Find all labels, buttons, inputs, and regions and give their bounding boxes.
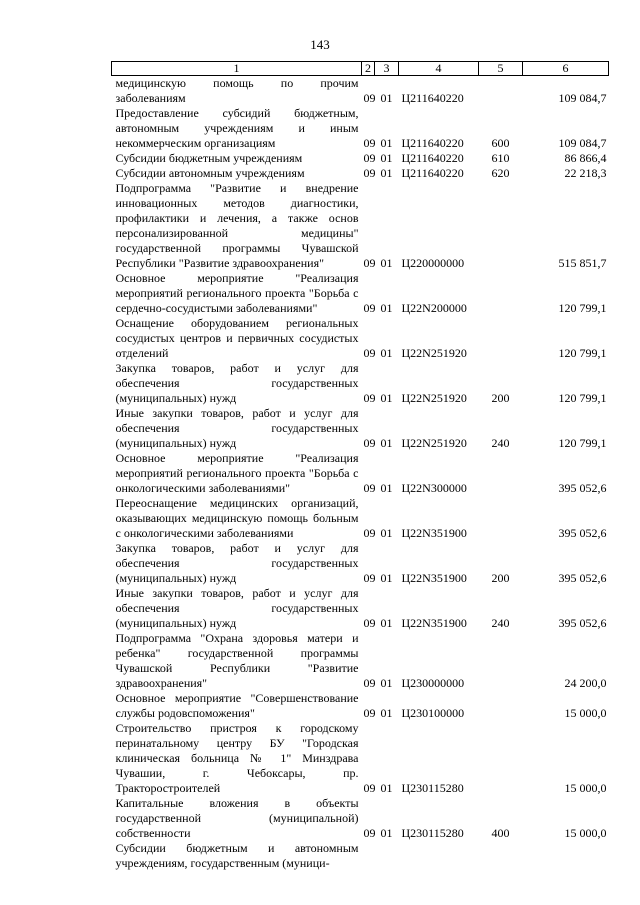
- row-expense-type-cell: 200: [491, 391, 510, 405]
- row-name-cell: Подпрограмма "Охрана здоровья матери и ребенка" государственной программы Чувашской Республики "Развитие здравоохранения": [115, 631, 359, 690]
- row-target-article-cell: Ц22N200000: [401, 301, 467, 315]
- row-section-cell: 09: [363, 256, 376, 270]
- table-row: [112, 181, 609, 271]
- row-name-cell: Основное мероприятие "Совершенствование службы родовспоможения": [115, 691, 359, 720]
- row-target-article-cell: Ц22N300000: [401, 481, 467, 495]
- row-amount-cell: 515 851,7: [558, 256, 607, 270]
- column-header: 5: [479, 62, 523, 76]
- row-name-cell: Подпрограмма "Развитие и внедрение инновационных методов диагностики, профилактики и лечения, а также основ персонализированной медицины" государственной программы Чувашской Республики "Развитие здравоохранения": [115, 181, 359, 270]
- table-row: [112, 541, 609, 586]
- table-row: [112, 451, 609, 496]
- row-expense-type-cell: 240: [491, 616, 510, 630]
- row-target-article-cell: Ц230000000: [401, 676, 465, 690]
- row-section-cell: 09: [363, 301, 376, 315]
- row-target-article-cell: Ц22N351900: [401, 616, 467, 630]
- table-row: [112, 151, 609, 166]
- budget-table: [111, 61, 609, 871]
- table-row: [112, 76, 609, 107]
- row-subsection-cell: 01: [380, 91, 393, 105]
- table-row: [112, 361, 609, 406]
- row-target-article-cell: Ц22N251920: [401, 346, 467, 360]
- row-subsection-cell: 01: [380, 526, 393, 540]
- row-name-cell: Иные закупки товаров, работ и услуг для обеспечения государственных (муниципальных) нужд: [115, 406, 359, 450]
- row-subsection-cell: 01: [380, 481, 393, 495]
- row-amount-cell: 120 799,1: [558, 436, 607, 450]
- row-target-article-cell: Ц230115280: [401, 781, 464, 795]
- row-section-cell: 09: [363, 826, 376, 840]
- row-section-cell: 09: [363, 391, 376, 405]
- row-expense-type-cell: [479, 76, 523, 107]
- table-row: [112, 496, 609, 541]
- row-amount-cell: 15 000,0: [564, 826, 607, 840]
- row-amount-cell: 15 000,0: [564, 781, 607, 795]
- row-subsection-cell: 01: [380, 391, 393, 405]
- row-subsection-cell: 01: [380, 136, 393, 150]
- row-name-cell: Субсидии бюджетным учреждениям: [115, 151, 303, 165]
- row-section-cell: 09: [363, 136, 376, 150]
- row-target-article-cell: Ц22N251920: [401, 391, 467, 405]
- row-target-article-cell: Ц22N251920: [401, 436, 467, 450]
- row-name-cell: Закупка товаров, работ и услуг для обеспечения государственных (муниципальных) нужд: [115, 541, 359, 585]
- row-section-cell: 09: [363, 346, 376, 360]
- row-subsection-cell: 01: [380, 166, 393, 180]
- table-header-row: [112, 62, 609, 76]
- table-body: [112, 76, 609, 872]
- row-expense-type-cell: [479, 691, 523, 721]
- row-name-cell: Капитальные вложения в объекты государственной (муниципальной) собственности: [115, 796, 359, 840]
- row-section-cell: 09: [363, 781, 376, 795]
- row-amount-cell: 120 799,1: [558, 391, 607, 405]
- row-target-article-cell: Ц211640220: [401, 136, 464, 150]
- row-amount-cell: [523, 841, 609, 871]
- row-expense-type-cell: [479, 721, 523, 796]
- table-row: [112, 271, 609, 316]
- row-name-cell: Основное мероприятие "Реализация мероприятий регионального проекта "Борьба с сердечно-сосудистыми заболеваниями": [115, 271, 359, 315]
- row-subsection-cell: 01: [380, 676, 393, 690]
- table-row: [112, 166, 609, 181]
- row-name-cell: Иные закупки товаров, работ и услуг для обеспечения государственных (муниципальных) нужд: [115, 586, 359, 630]
- row-target-article-cell: Ц230115280: [401, 826, 464, 840]
- row-section-cell: 09: [363, 481, 376, 495]
- row-name-cell: Предоставление субсидий бюджетным, автономным учреждениям и иным некоммерческим организациям: [115, 106, 359, 150]
- row-section-cell: 09: [363, 91, 376, 105]
- column-header: 3: [375, 62, 399, 76]
- row-amount-cell: 15 000,0: [564, 706, 607, 720]
- row-expense-type-cell: [479, 181, 523, 271]
- column-header: 1: [112, 62, 362, 76]
- page-number: 143: [310, 37, 330, 52]
- row-target-article-cell: Ц22N351900: [401, 571, 467, 585]
- row-expense-type-cell: [479, 316, 523, 361]
- row-amount-cell: 120 799,1: [558, 346, 607, 360]
- row-subsection-cell: 01: [380, 616, 393, 630]
- row-expense-type-cell: 610: [491, 151, 510, 165]
- column-header: 4: [399, 62, 479, 76]
- row-section-cell: 09: [363, 616, 376, 630]
- table-row: [112, 841, 609, 871]
- row-name-cell: Переоснащение медицинских организаций, оказывающих медицинскую помощь больным с онкологическими заболеваниями: [115, 496, 359, 540]
- row-target-article-cell: [399, 841, 479, 871]
- table-row: [112, 796, 609, 841]
- row-section-cell: 09: [363, 676, 376, 690]
- row-amount-cell: 86 866,4: [564, 151, 607, 165]
- row-expense-type-cell: 240: [491, 436, 510, 450]
- row-amount-cell: 109 084,7: [558, 136, 607, 150]
- row-subsection-cell: 01: [380, 436, 393, 450]
- table-row: [112, 631, 609, 691]
- row-name-cell: Закупка товаров, работ и услуг для обеспечения государственных (муниципальных) нужд: [115, 361, 359, 405]
- row-expense-type-cell: 400: [491, 826, 510, 840]
- table-row: [112, 406, 609, 451]
- row-expense-type-cell: 200: [491, 571, 510, 585]
- row-expense-type-cell: [479, 451, 523, 496]
- row-name-cell: Оснащение оборудованием региональных сосудистых центров и первичных сосудистых отделений: [115, 316, 359, 360]
- row-name-cell: Субсидии автономным учреждениям: [115, 166, 305, 180]
- row-target-article-cell: Ц211640220: [401, 166, 464, 180]
- row-subsection-cell: 01: [380, 151, 393, 165]
- table-row: [112, 586, 609, 631]
- row-expense-type-cell: [479, 841, 523, 871]
- row-name-cell: Строительство пристроя к городскому перинатальному центру БУ "Городская клиническая больница № 1" Минздрава Чувашии, г. Чебоксары, пр. Тракторостроителей: [115, 721, 359, 795]
- row-expense-type-cell: [479, 496, 523, 541]
- table-row: [112, 691, 609, 721]
- row-section-cell: 09: [363, 526, 376, 540]
- row-amount-cell: 395 052,6: [558, 616, 607, 630]
- row-target-article-cell: Ц211640220: [401, 91, 464, 105]
- row-subsection-cell: 01: [380, 706, 393, 720]
- row-name-cell: Субсидии бюджетным и автономным учреждениям, государственным (муници-: [115, 841, 359, 870]
- row-target-article-cell: Ц211640220: [401, 151, 464, 165]
- row-name-cell: медицинскую помощь по прочим заболеваниям: [115, 76, 359, 105]
- row-amount-cell: 109 084,7: [558, 91, 607, 105]
- row-section-cell: 09: [363, 151, 376, 165]
- row-subsection-cell: 01: [380, 346, 393, 360]
- row-subsection-cell: 01: [380, 781, 393, 795]
- row-expense-type-cell: 620: [491, 166, 510, 180]
- row-section-cell: [362, 841, 375, 871]
- row-section-cell: 09: [363, 166, 376, 180]
- row-target-article-cell: Ц22N351900: [401, 526, 467, 540]
- row-amount-cell: 395 052,6: [558, 571, 607, 585]
- row-amount-cell: 22 218,3: [564, 166, 607, 180]
- column-header: 2: [362, 62, 375, 76]
- row-amount-cell: 395 052,6: [558, 481, 607, 495]
- row-expense-type-cell: [479, 271, 523, 316]
- row-section-cell: 09: [363, 706, 376, 720]
- row-subsection-cell: 01: [380, 256, 393, 270]
- table-row: [112, 316, 609, 361]
- table-row: [112, 721, 609, 796]
- row-subsection-cell: 01: [380, 571, 393, 585]
- row-expense-type-cell: 600: [491, 136, 510, 150]
- row-target-article-cell: Ц220000000: [401, 256, 465, 270]
- row-target-article-cell: Ц230100000: [401, 706, 465, 720]
- row-section-cell: 09: [363, 571, 376, 585]
- column-header: 6: [523, 62, 609, 76]
- row-subsection-cell: [375, 841, 399, 871]
- row-subsection-cell: 01: [380, 826, 393, 840]
- row-amount-cell: 24 200,0: [564, 676, 607, 690]
- row-amount-cell: 120 799,1: [558, 301, 607, 315]
- row-section-cell: 09: [363, 436, 376, 450]
- row-subsection-cell: 01: [380, 301, 393, 315]
- row-name-cell: Основное мероприятие "Реализация мероприятий регионального проекта "Борьба с онкологическими заболеваниями": [115, 451, 359, 495]
- row-expense-type-cell: [479, 631, 523, 691]
- table-row: [112, 106, 609, 151]
- row-amount-cell: 395 052,6: [558, 526, 607, 540]
